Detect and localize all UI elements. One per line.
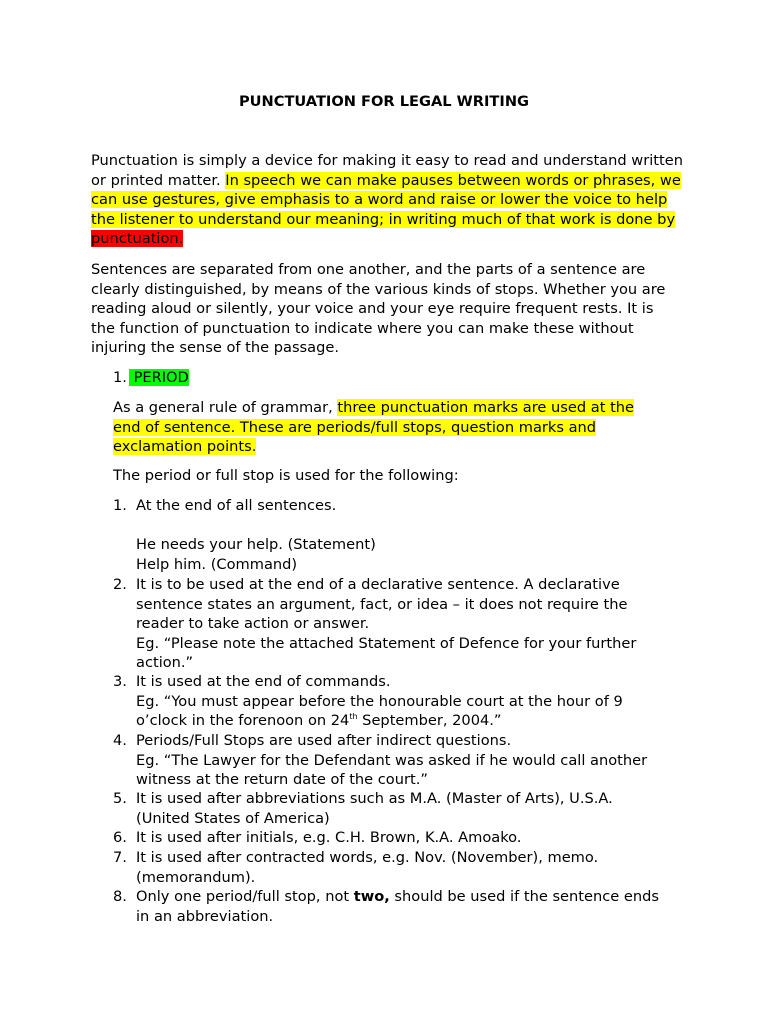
list-item-line: witness at the return date of the court.” (136, 771, 428, 789)
list-item-line: At the end of all sentences. (136, 497, 337, 514)
list-item-number: 4. (113, 732, 127, 749)
list-item-line: He needs your help. (Statement) (136, 536, 376, 554)
emphasis-bold: two, (353, 888, 390, 905)
list-item-number: 7. (113, 849, 127, 866)
list-item (113, 828, 693, 848)
list-item-line: Eg. “Please note the attached Statement of Defence for your further (136, 634, 637, 652)
list-item-line: Eg. “The Lawyer for the Defendant was asked if he would call another (136, 751, 648, 769)
section-number: 1. (113, 369, 127, 386)
list-item-line: (memorandum). (136, 868, 256, 886)
list-item (113, 731, 693, 790)
list-item-text: Only one period/full stop, not (136, 888, 354, 905)
list-item-text: o’clock in the forenoon on 24 (136, 712, 350, 730)
list-item-line (136, 516, 693, 536)
list-item-number: 6. (113, 829, 127, 846)
general-rule-highlight: three punctuation marks are used at the end of sentence. These are periods/full stops, question marks and exclamation points. (113, 399, 635, 456)
paragraph-intro-plain: Punctuation is simply a device for making it easy to read and understand written or printed matter. (91, 152, 683, 189)
ordinal-superscript: th (349, 712, 358, 722)
list-item-line: It is used after initials, e.g. C.H. Brown, K.A. Amoako. (136, 829, 522, 846)
list-item-line: It is used at the end of commands. (136, 673, 391, 690)
list-item (113, 789, 693, 828)
list-item (113, 887, 693, 926)
list-item-number: 8. (113, 888, 127, 905)
list-item-line: Periods/Full Stops are used after indirect questions. (136, 732, 512, 749)
list-item (113, 496, 693, 574)
list-item-line: It is to be used at the end of a declarative sentence. A declarative (136, 576, 620, 593)
list-item-line: in an abbreviation. (136, 907, 274, 925)
list-item-line: reader to take action or answer. (136, 615, 370, 633)
section-heading-period (113, 368, 693, 388)
list-item-number: 3. (113, 673, 127, 690)
list-item-line: (United States of America) (136, 809, 330, 827)
list-item (113, 848, 693, 887)
list-item-line (136, 711, 693, 731)
section-heading-label: PERIOD (128, 369, 189, 386)
paragraph-general-rule (113, 398, 663, 457)
list-item-line: action.” (136, 654, 194, 672)
list-item-text: should be used if the sentence ends (389, 888, 659, 905)
paragraph-intro (91, 151, 691, 249)
paragraph-list-intro: The period or full stop is used for the following: (113, 467, 459, 484)
list-item-line: Help him. (Command) (136, 555, 298, 573)
list-item (113, 575, 693, 673)
paragraph-intro-highlight: In speech we can make pauses between words or phrases, we can use gestures, give emphasis to a word and raise or lower the voice to help the listener to understand our meaning; in writing much of that work is done by (91, 171, 681, 228)
paragraph-intro-red-highlight: punctuation. (91, 230, 184, 248)
list-item-line: It is used after contracted words, e.g. Nov. (November), memo. (136, 849, 599, 866)
list-item-number: 1. (113, 497, 127, 514)
general-rule-plain: As a general rule of grammar, (113, 399, 338, 416)
list-item-line: It is used after abbreviations such as M.A. (Master of Arts), U.S.A. (136, 790, 613, 807)
list-item-line (136, 887, 693, 907)
list-item-line: sentence states an argument, fact, or idea – it does not require the (136, 595, 628, 613)
list-item-text: September, 2004.” (357, 712, 502, 730)
document-title: PUNCTUATION FOR LEGAL WRITING (238, 93, 530, 110)
list-item-line: Eg. “You must appear before the honourable court at the hour of 9 (136, 692, 623, 710)
list-item (113, 672, 693, 731)
paragraph-sentences: Sentences are separated from one another, and the parts of a sentence are clearly distinguished, by means of the various kinds of stops. Whether you are reading aloud or silently, your voice and your eye require frequent rests. It is the function of punctuation to indicate where you can make these without injuring the sense of the passage. (91, 261, 666, 357)
list-item-number: 2. (113, 576, 127, 593)
list-item-number: 5. (113, 790, 127, 807)
